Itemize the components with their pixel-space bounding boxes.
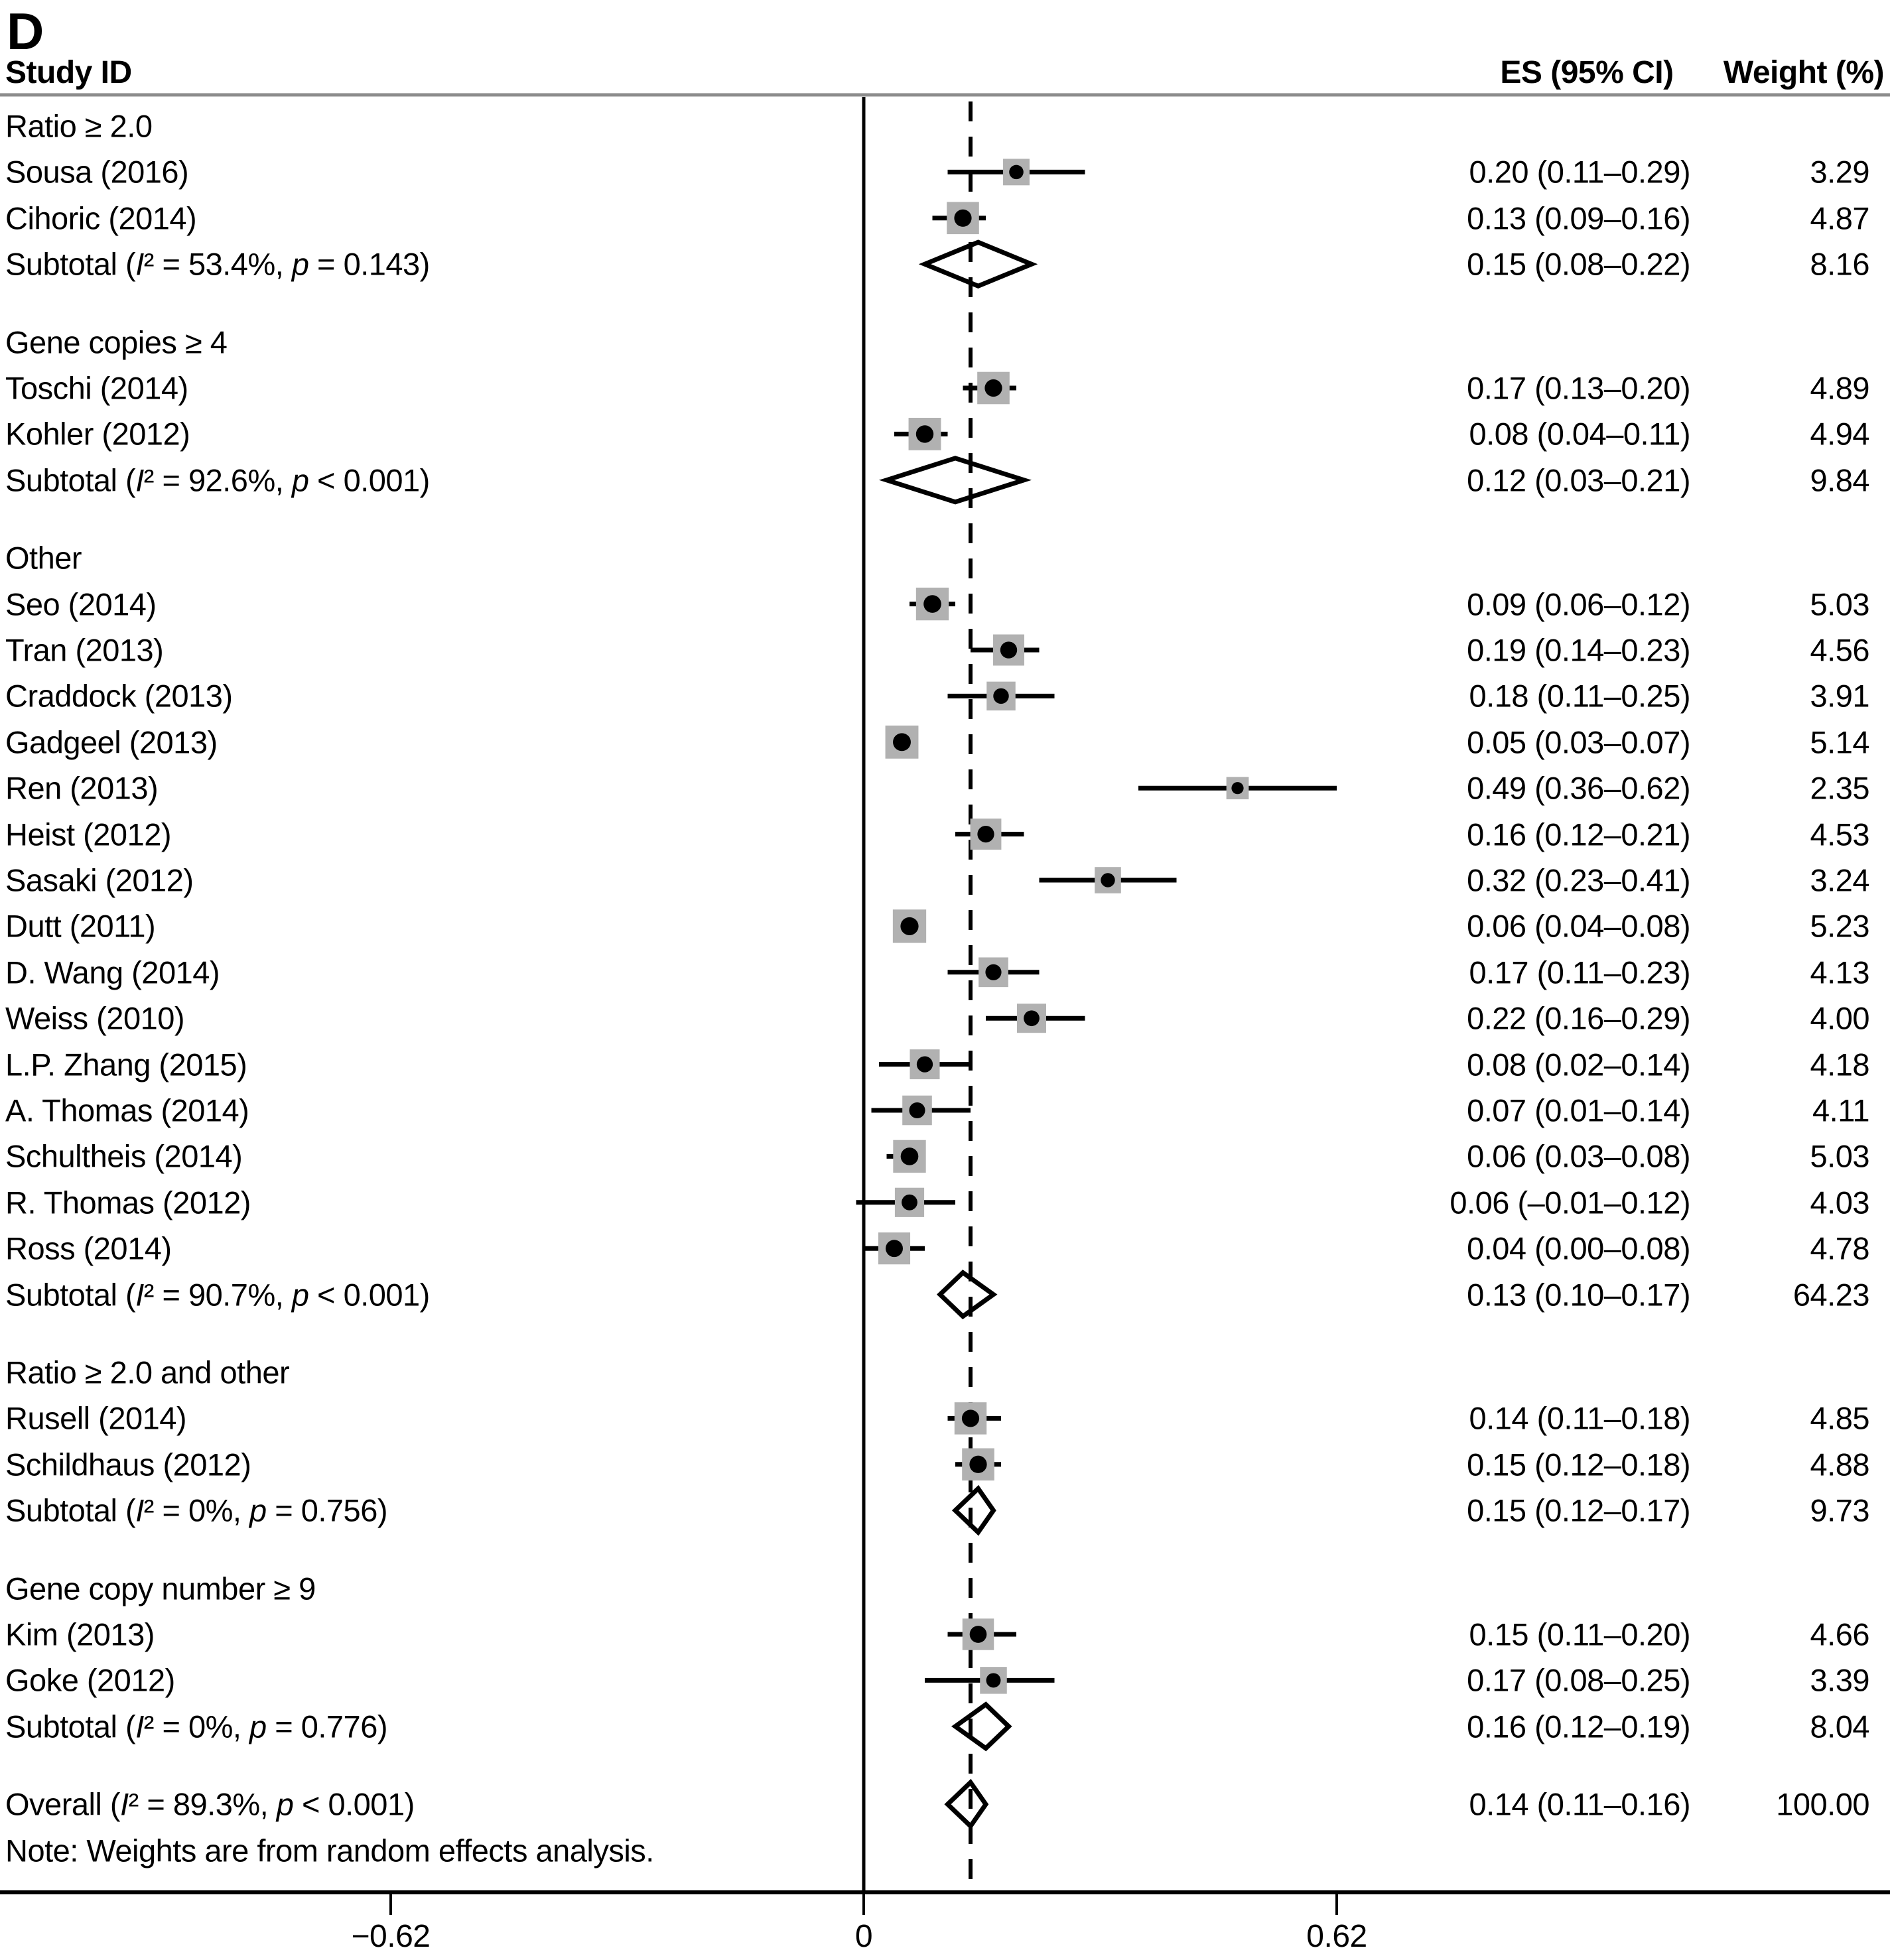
es-value: 0.13 (0.09–0.16) [1467,200,1690,236]
subtotal-label: Subtotal (I² = 0%, p = 0.756) [5,1492,387,1528]
weight-value: 3.91 [1810,678,1869,714]
study-label: Ross (2014) [5,1230,172,1266]
weight-value: 4.85 [1810,1400,1869,1436]
effect-dot [893,733,911,751]
group-label: Other [5,540,82,576]
weight-value: 64.23 [1792,1277,1869,1313]
effect-dot [900,917,918,935]
study-label: Toschi (2014) [5,370,188,406]
effect-dot [970,1626,987,1643]
effect-dot [901,1147,919,1165]
pooled-diamond [887,458,1024,502]
study-label: D. Wang (2014) [5,954,220,990]
subtotal-label: Subtotal (I² = 0%, p = 0.776) [5,1709,387,1744]
weight-value: 4.89 [1810,370,1869,406]
axis-tick-label: −0.62 [351,1919,431,1954]
axis-tick-label: 0 [854,1919,873,1954]
study-label: Goke (2012) [5,1662,175,1698]
pooled-diamond [925,242,1032,286]
pooled-diamond [948,1782,986,1826]
group-label: Gene copies ≥ 4 [5,324,228,360]
es-value: 0.18 (0.11–0.25) [1469,678,1690,714]
es-value: 0.15 (0.08–0.22) [1467,246,1690,282]
weight-value: 5.03 [1810,1138,1869,1174]
weight-value: 4.03 [1810,1185,1869,1220]
es-value: 0.17 (0.11–0.23) [1469,954,1690,990]
weight-value: 4.00 [1810,1000,1869,1036]
study-label: A. Thomas (2014) [5,1092,249,1128]
study-label: L.P. Zhang (2015) [5,1047,247,1082]
effect-dot [916,425,933,442]
es-value: 0.07 (0.01–0.14) [1467,1092,1690,1128]
weight-value: 4.18 [1810,1047,1869,1082]
es-value: 0.22 (0.16–0.29) [1467,1000,1690,1036]
es-value: 0.15 (0.12–0.18) [1467,1447,1690,1482]
group-label: Ratio ≥ 2.0 [5,108,153,144]
effect-dot [986,1673,1001,1687]
es-value: 0.17 (0.13–0.20) [1467,370,1690,406]
group-label: Ratio ≥ 2.0 and other [5,1354,290,1390]
study-label: Weiss (2010) [5,1000,185,1036]
pooled-diamond [940,1273,994,1317]
weight-value: 5.03 [1810,586,1869,622]
study-label: R. Thomas (2012) [5,1185,251,1220]
es-value: 0.08 (0.04–0.11) [1469,416,1690,452]
study-label: Tran (2013) [5,632,164,668]
weight-value: 4.11 [1812,1092,1869,1128]
pooled-diamond [955,1488,994,1532]
subtotal-label: Subtotal (I² = 92.6%, p < 0.001) [5,462,430,498]
weight-value: 4.78 [1810,1230,1869,1266]
study-label: Seo (2014) [5,586,157,622]
es-value: 0.16 (0.12–0.21) [1467,817,1690,852]
weight-value: 9.84 [1810,462,1869,498]
weight-value: 4.88 [1810,1447,1869,1482]
weight-value: 3.24 [1810,862,1869,898]
effect-dot [993,688,1008,704]
study-label: Gadgeel (2013) [5,724,218,760]
es-value: 0.14 (0.11–0.18) [1469,1400,1690,1436]
weight-value: 3.39 [1810,1662,1869,1698]
column-header-study-id: Study ID [5,55,132,90]
effect-dot [954,210,971,227]
effect-dot [984,379,1002,397]
group-label: Gene copy number ≥ 9 [5,1571,316,1606]
effect-dot [985,964,1001,980]
effect-dot [909,1102,925,1118]
es-value: 0.15 (0.12–0.17) [1467,1492,1690,1528]
subtotal-label: Subtotal (I² = 53.4%, p = 0.143) [5,246,430,282]
axis-tick-label: 0.62 [1306,1919,1367,1954]
effect-dot [902,1195,917,1210]
es-value: 0.06 (–0.01–0.12) [1450,1185,1690,1220]
es-value: 0.49 (0.36–0.62) [1467,770,1690,806]
es-value: 0.20 (0.11–0.29) [1469,154,1690,190]
es-value: 0.19 (0.14–0.23) [1467,632,1690,668]
weight-value: 4.94 [1810,416,1869,452]
es-value: 0.06 (0.03–0.08) [1467,1138,1690,1174]
weight-value: 100.00 [1776,1786,1869,1822]
effect-dot [969,1456,986,1473]
study-label: Schultheis (2014) [5,1138,243,1174]
study-label: Rusell (2014) [5,1400,187,1436]
effect-dot [917,1056,933,1072]
column-header-es: ES (95% CI) [1500,55,1674,90]
es-value: 0.15 (0.11–0.20) [1469,1616,1690,1652]
weight-value: 3.29 [1810,154,1869,190]
effect-dot [1024,1010,1040,1026]
es-value: 0.17 (0.08–0.25) [1467,1662,1690,1698]
study-label: Sasaki (2012) [5,862,194,898]
es-value: 0.04 (0.00–0.08) [1467,1230,1690,1266]
pooled-diamond [955,1705,1009,1748]
study-label: Heist (2012) [5,817,171,852]
es-value: 0.12 (0.03–0.21) [1467,462,1690,498]
study-label: Ren (2013) [5,770,159,806]
weight-value: 4.66 [1810,1616,1869,1652]
es-value: 0.13 (0.10–0.17) [1467,1277,1690,1313]
weight-value: 5.23 [1810,908,1869,944]
study-label: Craddock (2013) [5,678,233,714]
study-label: Schildhaus (2012) [5,1447,251,1482]
weight-value: 2.35 [1810,770,1869,806]
es-value: 0.08 (0.02–0.14) [1467,1047,1690,1082]
es-value: 0.05 (0.03–0.07) [1467,724,1690,760]
study-label: Sousa (2016) [5,154,189,190]
effect-dot [1009,165,1024,180]
effect-dot [923,595,941,613]
weight-value: 4.13 [1810,954,1869,990]
effect-dot [886,1240,903,1257]
overall-label: Overall (I² = 89.3%, p < 0.001) [5,1786,415,1822]
weight-value: 5.14 [1810,724,1869,760]
panel-label: D [7,2,44,60]
es-value: 0.14 (0.11–0.16) [1469,1786,1690,1822]
study-label: Dutt (2011) [5,908,156,944]
effect-dot [977,826,994,842]
effect-dot [962,1409,979,1427]
weight-value: 9.73 [1810,1492,1869,1528]
effect-dot [1000,641,1017,658]
es-value: 0.06 (0.04–0.08) [1467,908,1690,944]
study-label: Kohler (2012) [5,416,190,452]
study-label: Kim (2013) [5,1616,155,1652]
subtotal-label: Subtotal (I² = 90.7%, p < 0.001) [5,1277,430,1313]
study-label: Cihoric (2014) [5,200,197,236]
weight-value: 8.16 [1810,246,1869,282]
weight-value: 4.56 [1810,632,1869,668]
es-value: 0.32 (0.23–0.41) [1467,862,1690,898]
weight-value: 4.87 [1810,200,1869,236]
es-value: 0.09 (0.06–0.12) [1467,586,1690,622]
effect-dot [1101,873,1114,887]
weights-note: Note: Weights are from random effects analysis. [5,1833,654,1868]
es-value: 0.16 (0.12–0.19) [1467,1709,1690,1744]
weight-value: 4.53 [1810,817,1869,852]
weight-value: 8.04 [1810,1709,1869,1744]
column-header-weight: Weight (%) [1723,55,1884,90]
